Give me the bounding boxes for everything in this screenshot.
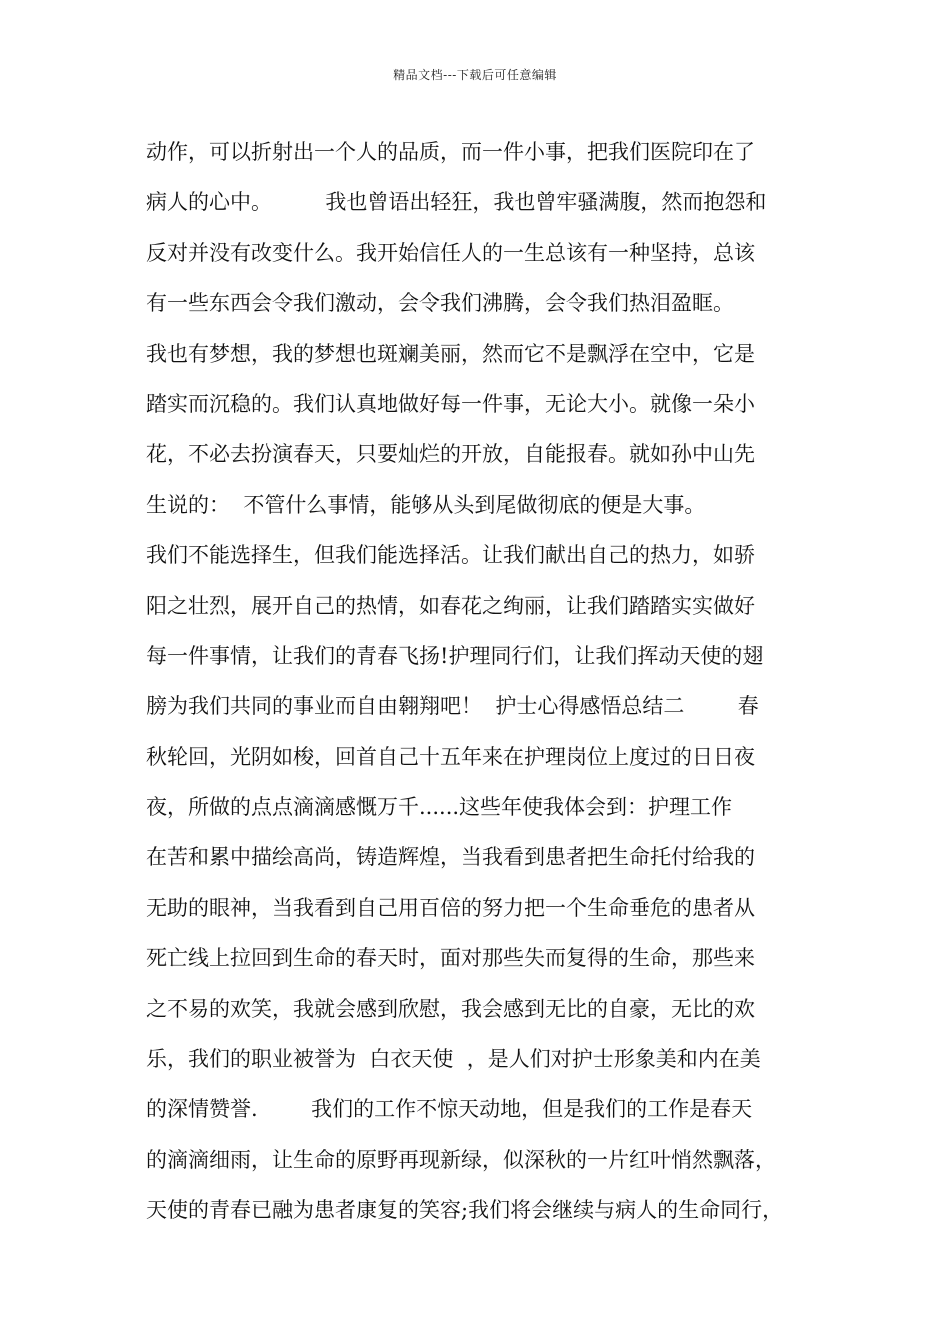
text-line: 花，不必去扮演春天，只要灿烂的开放，自能报春。就如孙中山先 — [146, 442, 755, 467]
text-line: 夜，所做的点点滴滴感慨万千......这些年使我体会到：护理工作 — [146, 795, 733, 820]
text-line: 有一些东西会令我们激动，会令我们沸腾，会令我们热泪盈眶。 — [146, 291, 734, 316]
text-line: 踏实而沉稳的。我们认真地做好每一件事，无论大小。就像一朵小 — [146, 391, 755, 416]
text-line: 我也有梦想，我的梦想也斑斓美丽，然而它不是飘浮在空中，它是 — [146, 341, 755, 366]
text-line: 秋轮回，光阴如梭，回首自己十五年来在护理岗位上度过的日日夜 — [146, 744, 755, 769]
text-line: 的滴滴细雨，让生命的原野再现新绿，似深秋的一片红叶悄然飘落， — [146, 1147, 776, 1172]
text-line: 反对并没有改变什么。我开始信任人的一生总该有一种坚持，总该 — [146, 240, 755, 265]
text-line: 天使的青春已融为患者康复的笑容;我们将会继续与病人的生命同行， — [146, 1198, 784, 1223]
text-line: 无助的眼神，当我看到自己用百倍的努力把一个生命垂危的患者从 — [146, 895, 755, 920]
text-line: 膀为我们共同的事业而自由翱翔吧！ 护士心得感悟总结二 春 — [146, 694, 759, 719]
text-line: 乐，我们的职业被誉为 白衣天使 ，是人们对护士形象美和内在美 — [146, 1047, 761, 1072]
text-line: 生说的： 不管什么事情，能够从头到尾做彻底的便是大事。 — [146, 492, 706, 517]
body-text — [146, 127, 836, 1236]
text-line: 死亡线上拉回到生命的春天时，面对那些失而复得的生命，那些来 — [146, 946, 755, 971]
text-line: 动作，可以折射出一个人的品质，而一件小事，把我们医院印在了 — [146, 140, 755, 164]
text-line: 每一件事情，让我们的青春飞扬!护理同行们，让我们挥动天使的翅 — [146, 643, 764, 668]
text-line: 在苦和累中描绘高尚，铸造辉煌，当我看到患者把生命托付给我的 — [146, 845, 755, 870]
text-line: 之不易的欢笑，我就会感到欣慰，我会感到无比的自豪，无比的欢 — [146, 996, 755, 1021]
text-line: 的深情赞誉. 我们的工作不惊天动地，但是我们的工作是春天 — [146, 1097, 753, 1122]
text-line: 我们不能选择生，但我们能选择活。让我们献出自己的热力，如骄 — [146, 543, 755, 568]
text-line: 阳之壮烈，展开自己的热情，如春花之绚丽，让我们踏踏实实做好 — [146, 593, 755, 618]
page-header: 精品文档---下载后可任意编辑 — [393, 68, 557, 82]
text-line: 病人的心中。 我也曾语出轻狂，我也曾牢骚满腹，然而抱怨和 — [146, 190, 767, 215]
